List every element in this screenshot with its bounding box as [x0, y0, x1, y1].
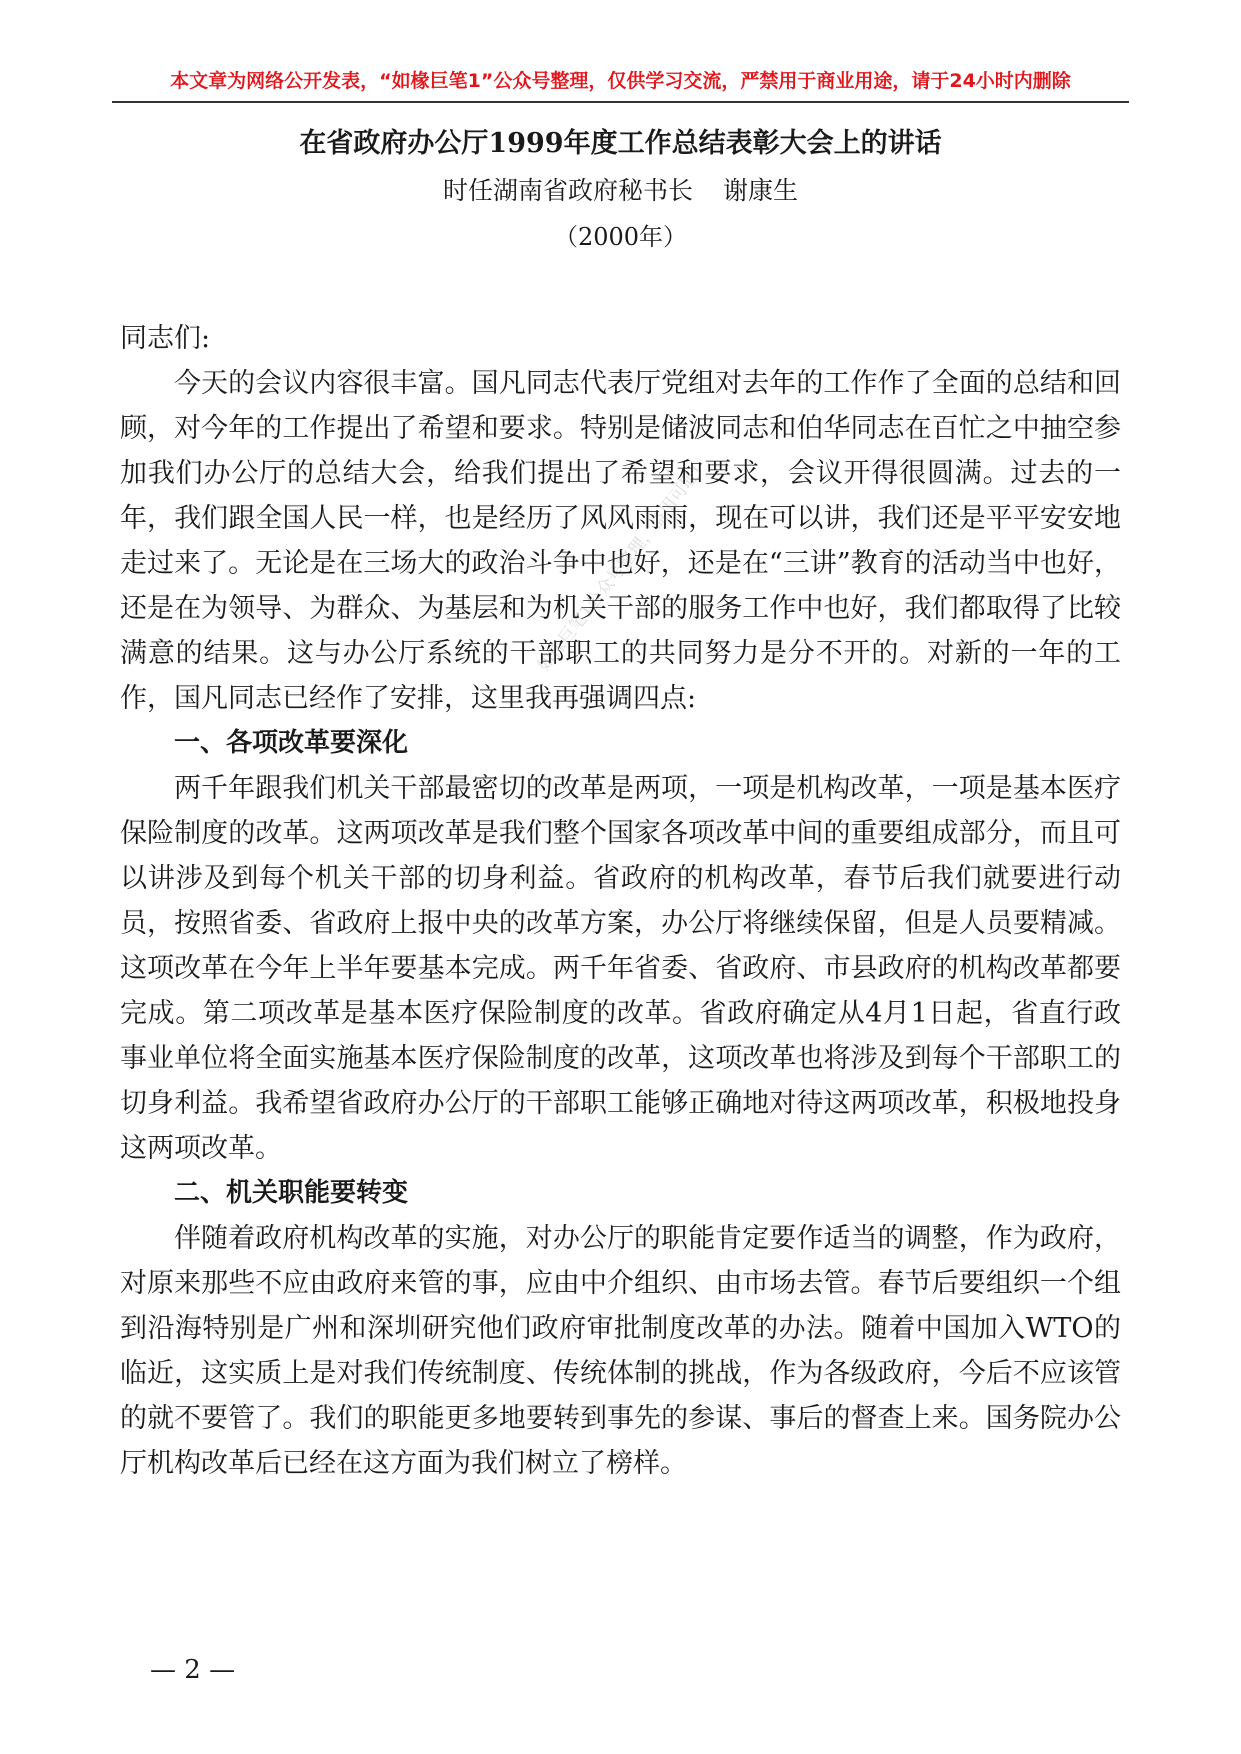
- salutation: 同志们:: [120, 323, 211, 354]
- document-title: 在省政府办公厅1999年度工作总结表彰大会上的讲话: [299, 128, 942, 159]
- document-year: （2000年）: [553, 223, 688, 251]
- intro-paragraph: 今天的会议内容很丰富。国凡同志代表厅党组对去年的工作作了全面的总结和回顾，对今年的工作提出了希望和要求。特别是储波同志和伯华同志在百忙之中抽空参加我们办公厅的总结大会，给我们提出了希望和要求，会议开得很圆满。过去的一年，我们跟全国人民一样，也是经历了风风雨雨，现在可以讲，我们还是平平安安地走过来了。无论是在三场大的政治斗争中也好，还是在“三讲”教育的活动当中也好，还是在为领导、为群众、为基层和为机关干部的服务工作中也好，我们都取得了比较满意的结果。这与办公厅系统的干部职工的共同努力是分不开的。对新的一年的工作，国凡同志已经作了安排，这里我再强调四点:: [120, 368, 1121, 714]
- copyright-banner: 本文章为网络公开发表，“如椽巨笔1”公众号整理，仅供学习交流，严禁用于商业用途，请于24小时内删除: [170, 70, 1071, 92]
- document-body: [120, 316, 1121, 1486]
- author-role: 时任湖南省政府秘书长: [442, 176, 693, 205]
- section-heading-2: 二、机关职能要转变: [174, 1178, 409, 1208]
- page-number: — 2 —: [150, 1655, 236, 1685]
- section-heading-1: 一、各项改革要深化: [174, 728, 409, 758]
- author-name: 谢康生: [723, 176, 799, 205]
- author-line: [112, 172, 1129, 210]
- header-rule: [112, 101, 1129, 103]
- watermark: 如椽巨笔1公众号整理，盗用可耻!: [533, 461, 708, 676]
- section-paragraph-1: 两千年跟我们机关干部最密切的改革是两项，一项是机构改革，一项是基本医疗保险制度的改革。这两项改革是我们整个国家各项改革中间的重要组成部分，而且可以讲涉及到每个机关干部的切身利益。省政府的机构改革，春节后我们就要进行动员，按照省委、省政府上报中央的改革方案，办公厅将继续保留，但是人员要精减。这项改革在今年上半年要基本完成。两千年省委、省政府、市县政府的机构改革都要完成。第二项改革是基本医疗保险制度的改革。省政府确定从4月1日起，省直行政事业单位将全面实施基本医疗保险制度的改革，这项改革也将涉及到每个干部职工的切身利益。我希望省政府办公厅的干部职工能够正确地对待这两项改革，积极地投身这两项改革。: [120, 773, 1121, 1164]
- section-paragraph-2: 伴随着政府机构改革的实施，对办公厅的职能肯定要作适当的调整，作为政府，对原来那些不应由政府来管的事，应由中介组织、由市场去管。春节后要组织一个组到沿海特别是广州和深圳研究他们政府审批制度改革的办法。随着中国加入WTO的临近，这实质上是对我们传统制度、传统体制的挑战，作为各级政府，今后不应该管的就不要管了。我们的职能更多地要转到事先的参谋、事后的督查上来。国务院办公厅机构改革后已经在这方面为我们树立了榜样。: [120, 1223, 1121, 1479]
